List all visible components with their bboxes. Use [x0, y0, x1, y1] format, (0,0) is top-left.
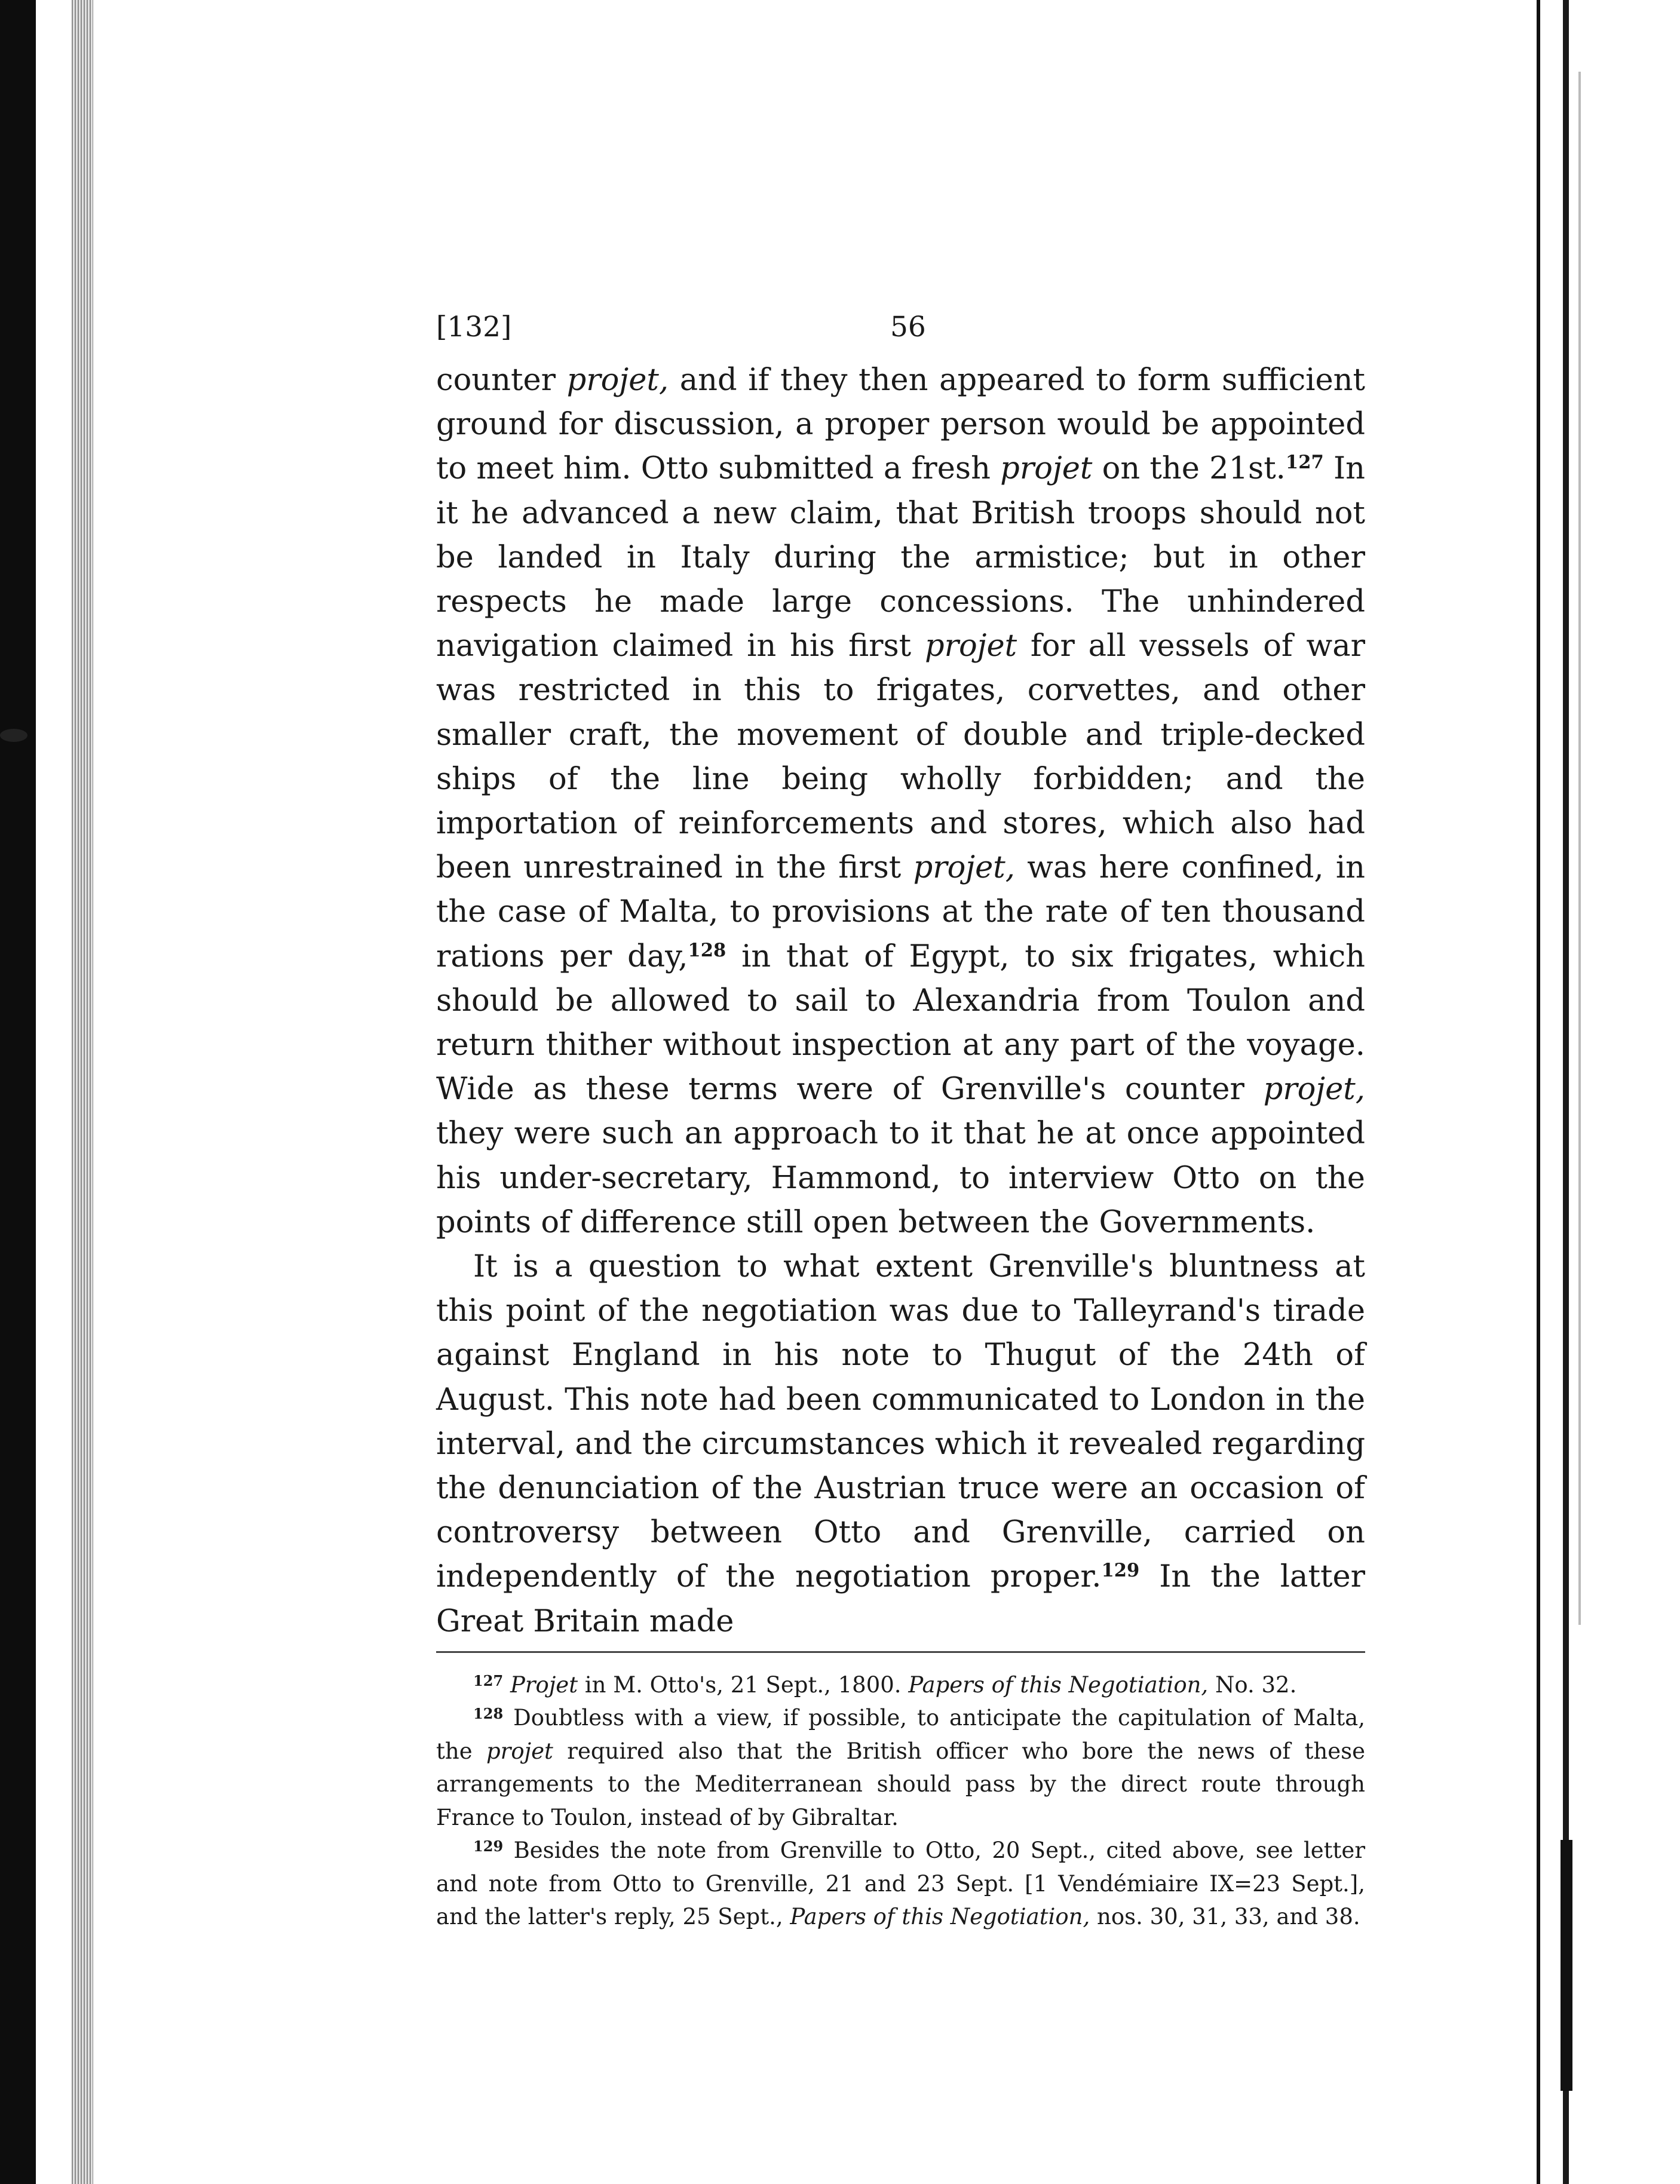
- footnotes: [436, 1668, 1365, 1934]
- footnote-129: [436, 1834, 1365, 1934]
- text-run: was here confined, in the case of Malta, to provisions at the rate of ten thousand rations per day,: [436, 850, 1366, 974]
- bracket-page-number: [132]: [436, 311, 512, 343]
- text-run: required also that the British officer who bore the news of these arrangements to the Mediterranean should pass by the direct route through France to Toulon, instead of by Gibraltar.: [436, 1738, 1365, 1830]
- page-stack-edge: [72, 0, 93, 2184]
- body-text: [436, 358, 1365, 1644]
- text-run: counter: [436, 363, 567, 398]
- text-run: they were such an approach to it that he at once appointed his under-secretary, Hammond, to interview Otto on the points of difference still open between the Governments.: [436, 1116, 1365, 1240]
- text-run: Besides the note from Grenville to Otto, 20 Sept., cited above, see letter and note from Otto to Grenville, 21 and 23 Sept. [1 Vendémiaire IX=23 Sept.], and the latter's reply, 25 Sept.,: [436, 1838, 1365, 1930]
- footnote-number: 127: [473, 1672, 504, 1690]
- italic-run: Papers of this Negotiation,: [790, 1904, 1090, 1930]
- facing-page-edge: [1537, 0, 1680, 2184]
- footnote-ref-127[interactable]: 127: [1285, 452, 1324, 474]
- footnote-ref-128[interactable]: 128: [688, 939, 726, 961]
- ink-smudge: [0, 729, 27, 742]
- italic-run: Projet: [510, 1671, 578, 1698]
- page-header: [436, 311, 1365, 358]
- page-number: 56: [890, 311, 926, 343]
- italic-run: projet: [486, 1738, 553, 1764]
- italic-run: projet: [1000, 451, 1093, 487]
- text-run: in M. Otto's, 21 Sept., 1800.: [578, 1671, 909, 1698]
- italic-run: Papers of this Negotiation,: [908, 1671, 1209, 1698]
- left-binding-edge: [0, 0, 88, 2184]
- facing-page-shadow: [1578, 72, 1581, 1625]
- text-run: on the 21st.: [1092, 451, 1286, 487]
- page-content: [436, 311, 1365, 1934]
- paragraph-2: [436, 1245, 1365, 1644]
- text-run: No. 32.: [1208, 1671, 1297, 1698]
- facing-page-mark: [1561, 1840, 1572, 2091]
- footnote-128: [436, 1701, 1365, 1834]
- text-run: In the latter Great Britain made: [436, 1559, 1365, 1639]
- italic-run: projet,: [913, 850, 1015, 886]
- footnote-127: [436, 1668, 1365, 1702]
- footnote-number: 128: [473, 1705, 504, 1723]
- page-gutter-line: [1537, 0, 1540, 2184]
- text-run: for all vessels of war was restricted in this to frigates, corvettes, and other smaller craft, the movement of double and triple-decked ships of the line being wholly forbidden; and the importation of reinforcements and stores, which also had been unrestrained in the first: [436, 628, 1365, 886]
- binding-shadow: [0, 0, 36, 2184]
- italic-run: projet,: [1263, 1072, 1365, 1108]
- footnote-divider: [436, 1651, 1365, 1653]
- italic-run: projet,: [566, 363, 669, 398]
- text-run: Doubtless with a view, if possible, to anticipate the capitulation of Malta, the: [436, 1705, 1365, 1764]
- italic-run: projet: [924, 628, 1017, 664]
- text-run: in that of Egypt, to six frigates, which should be allowed to sail to Alexandria from Toulon and return thither without inspection at any part of the voyage. Wide as these terms were of Grenville's counter: [436, 938, 1366, 1108]
- paragraph-1: [436, 358, 1365, 1245]
- text-run: It is a question to what extent Grenville's bluntness at this point of the negotiation was due to Talleyrand's tirade against England in his note to Thugut of the 24th of August. This note had been communicated to London in the interval, and the circumstances which it revealed regarding the denunciation of the Austrian truce were an occasion of controversy between Otto and Grenville, carried on independently of the negotiation proper.: [436, 1249, 1365, 1595]
- text-run: In it he advanced a new claim, that British troops should not be landed in Italy during the armistice; but in other respects he made large concessions. The unhindered navigation claimed in his first: [436, 451, 1365, 664]
- footnote-number: 129: [473, 1838, 504, 1855]
- text-run: and if they then appeared to form sufficient ground for discussion, a proper person would be appointed to meet him. Otto submitted a fresh: [436, 363, 1365, 487]
- footnote-ref-129[interactable]: 129: [1101, 1560, 1140, 1582]
- text-run: nos. 30, 31, 33, and 38.: [1090, 1904, 1360, 1930]
